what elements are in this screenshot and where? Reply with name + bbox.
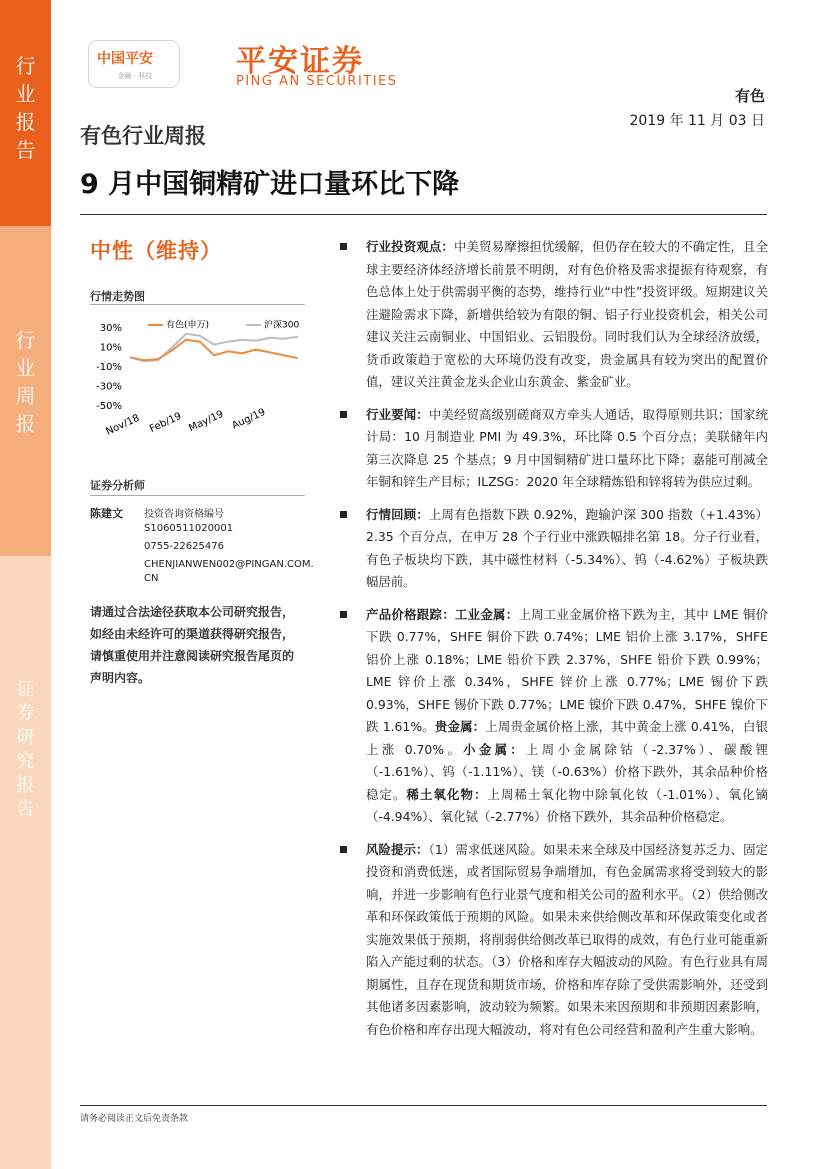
- report-title: 9 月中国铜精矿进口量环比下降: [80, 169, 460, 200]
- x-axis-ticks: [104, 407, 267, 438]
- bullet-title: 行情回顾：: [366, 506, 429, 522]
- report-date: 2019 年 11 月 03 日: [629, 113, 765, 129]
- market-trend-chart: [88, 308, 308, 438]
- sidebar-middle-section: [0, 226, 51, 556]
- segment-precious-metals-title: 贵金属：: [434, 719, 486, 734]
- bullet-title: 行业要闻：: [366, 406, 429, 422]
- report-type: 有色行业周报: [80, 124, 206, 148]
- bullet-title: 行业投资观点：: [366, 239, 454, 254]
- legend-label-hs300: 沪深300: [264, 320, 300, 331]
- y-tick-label: 30%: [99, 323, 122, 334]
- header-divider: [80, 214, 767, 215]
- bullet-text: 中美经贸高级别磋商双方牵头人通话，取得原则共识；国家统计局：10 月制造业 PMI 为 49.3%，环比降 0.5 个百分点；美联储年内第三次降息 25 个基点；9 月中国铜精矿进口量环比下降；嘉能可削减全年铜和锌生产目标；ILZSG：2020 年全球精炼铅和锌将转为供应过剩。: [366, 406, 769, 489]
- brand-name-cn: 平安证券: [236, 44, 364, 79]
- y-tick-label: 10%: [99, 342, 122, 354]
- x-tick-label: Nov/18: [104, 412, 142, 438]
- segment-rare-earth-title: 稀土氧化物：: [406, 786, 488, 802]
- bullet-investment-view: [340, 236, 768, 394]
- bullet-text: （1）需求低迷风险。如果未来全球及中国经济复苏乏力、固定投资和消费低迷，或者国际贸易争端增加，有色金属需求将受到较大的影响，并进一步影响有色行业景气度和相关公司的盈利水平。（2）供给侧改革和环保政策低于预期的风险。如果未来供给侧改革和环保政策变化或者实施效果低于预期，将削弱供给侧改革已取得的成效，有色行业可能重新陷入产能过剩的状态。（3）价格和库存大幅波动的风险。有色行业具有周期属性，且存在现货和期货市场，价格和库存除了受供需影响外，还受到其他诸多因素影响，波动较为频繁。如果未来因预期和非预期因素影响，有色价格和库存出现大幅波动，将对有色公司经营和盈利产生重大影响。: [366, 841, 769, 1037]
- bullet-price-tracking: [340, 604, 768, 829]
- segment-industrial-metals-title: 工业金属：: [454, 606, 519, 622]
- analyst-name: 陈建文: [90, 507, 123, 520]
- chart-label: 行情走势图: [90, 290, 145, 303]
- pingan-logo: [88, 40, 180, 88]
- chart-series: [130, 334, 298, 361]
- y-tick-label: -10%: [96, 362, 122, 373]
- segment-rare-earth-text: 上周稀土氧化物中除氧化钕（-1.01%）、氧化镝（-4.94%）、氧化铽（-2.77%）价格下跌外，其余品种价格稳定。: [366, 786, 768, 824]
- segment-precious-metals-text: 上周贵金属价格上涨，其中黄金上涨 0.41%，白银上涨 0.70%。: [366, 719, 768, 757]
- y-axis-ticks: [96, 323, 122, 412]
- disclaimer-text: 请通过合法途径获取本公司研究报告，如经由未经许可的渠道获得研究报告，请慎重使用并注意阅读研究报告尾页的声明内容。: [90, 605, 295, 685]
- logo-sub-text: 金融 · 科技: [117, 72, 153, 80]
- sidebar-char: 券: [16, 703, 35, 724]
- footer-divider: [80, 1105, 767, 1106]
- bullet-title: 产品价格跟踪：: [366, 606, 455, 622]
- chart-label-rule: [90, 304, 305, 305]
- series-line-hs300: [130, 334, 298, 361]
- sidebar-char: 告: [16, 799, 35, 820]
- y-tick-label: -30%: [96, 381, 122, 393]
- bullet-marker: [340, 243, 347, 250]
- sidebar-char: 行: [15, 54, 36, 78]
- sidebar-char: 报: [15, 110, 36, 134]
- bullet-marker: [340, 511, 347, 518]
- series-line-nonferrous: [130, 340, 298, 361]
- bullet-title: 风险提示：: [366, 841, 429, 857]
- bullet-industry-news: [340, 404, 768, 494]
- y-tick-label: -50%: [96, 401, 122, 412]
- sidebar-char: 报: [15, 412, 36, 436]
- sidebar-char: 业: [15, 356, 36, 380]
- sidebar-char: 证: [16, 679, 35, 700]
- sidebar-char: 究: [16, 751, 35, 772]
- footer-disclaimer: 请务必阅读正文后免责条款: [80, 1114, 189, 1124]
- sidebar-char: 周: [15, 384, 36, 408]
- bullet-marker: [340, 411, 347, 418]
- sidebar-char: 告: [15, 138, 36, 162]
- analyst-email: CHENJIANWEN002@PINGAN.COM.: [144, 559, 314, 570]
- analyst-label-rule: [90, 495, 305, 496]
- x-tick-label: Aug/19: [230, 406, 268, 432]
- analyst-license-label: 投资咨询资格编号: [144, 509, 224, 520]
- legend-label-nonferrous: 有色(申万): [166, 320, 210, 331]
- bullet-text: 中美贸易摩擦担忧缓解，但仍存在较大的不确定性，且全球主要经济体经济增长前景不明朗，对有色价格及需求提振有待观察，有色总体上处于供需弱平衡的态势，维持行业“中性”投资评级。短期建议关注避险需求下降，新增供给较为有限的铜、铝子行业投资机会，相关公司建议关注云南铜业、中国铝业、云铝股份。同时我们认为全球经济放缓，货币政策趋于宽松的大环境仍没有改变，贵金属具有较为突出的配置价值，建议关注黄金龙头企业山东黄金、紫金矿业。: [366, 239, 769, 389]
- bullet-marker: [340, 846, 347, 853]
- segment-industrial-metals-text: 上周工业金属价格下跌为主，其中 LME 铜价下跌 0.77%，SHFE 铜价下跌 0.74%；LME 铝价上涨 3.17%，SHFE 铝价上涨 0.18%；LME 铅价下跌 2.37%，SHFE 铅价下跌 0.99%；LME 锌价上涨 0.34%，SHFE 锌价上涨 0.77%；LME 锡价下跌 0.93%，SHFE 锡价下跌 0.77%；LME 镍价下跌 0.47%，SHFE 镍价下跌 1.61%。: [366, 606, 768, 734]
- segment-minor-metals-text: 上周小金属除钴（-2.37%）、碳酸锂（-1.61%）、钨（-1.11%）、镁（-0.63%）价格下跌外，其余品种价格稳定。: [366, 741, 769, 802]
- bullet-text: 上周有色指数下跌 0.92%，跑输沪深 300 指数（+1.43%）2.35 个百分点，在申万 28 个子行业中涨跌幅排名第 18。分子行业看，有色子板块均下跌，其中磁性材料（-5.34%）、钨（-4.62%）子板块跌幅居前。: [366, 506, 769, 589]
- key-points: [340, 236, 768, 1051]
- logo-main-text: 中国平安: [97, 51, 153, 67]
- sidebar-char: 研: [16, 727, 35, 748]
- sidebar-bottom-section: [0, 556, 51, 1169]
- analyst-email-cont: CN: [144, 573, 159, 584]
- sidebar-char: 报: [16, 775, 35, 796]
- sidebar-char: 行: [15, 328, 36, 352]
- x-tick-label: Feb/19: [147, 410, 184, 436]
- bullet-risk-warning: [340, 839, 768, 1042]
- bullet-market-review: [340, 504, 768, 594]
- sector-tag: 有色: [734, 87, 765, 105]
- segment-minor-metals-title: 小金属：: [463, 741, 527, 757]
- sidebar-char: 业: [15, 82, 36, 106]
- x-tick-label: May/19: [187, 408, 226, 435]
- brand-name-en: PING AN SECURITIES: [236, 74, 398, 89]
- sidebar-top-section: [0, 0, 51, 226]
- bullet-marker: [340, 611, 347, 618]
- investment-rating: 中性（维持）: [90, 239, 222, 263]
- analyst-section-label: 证券分析师: [90, 479, 145, 492]
- analyst-license-number: S1060511020001: [144, 523, 234, 534]
- analyst-phone: 0755-22625476: [144, 541, 224, 552]
